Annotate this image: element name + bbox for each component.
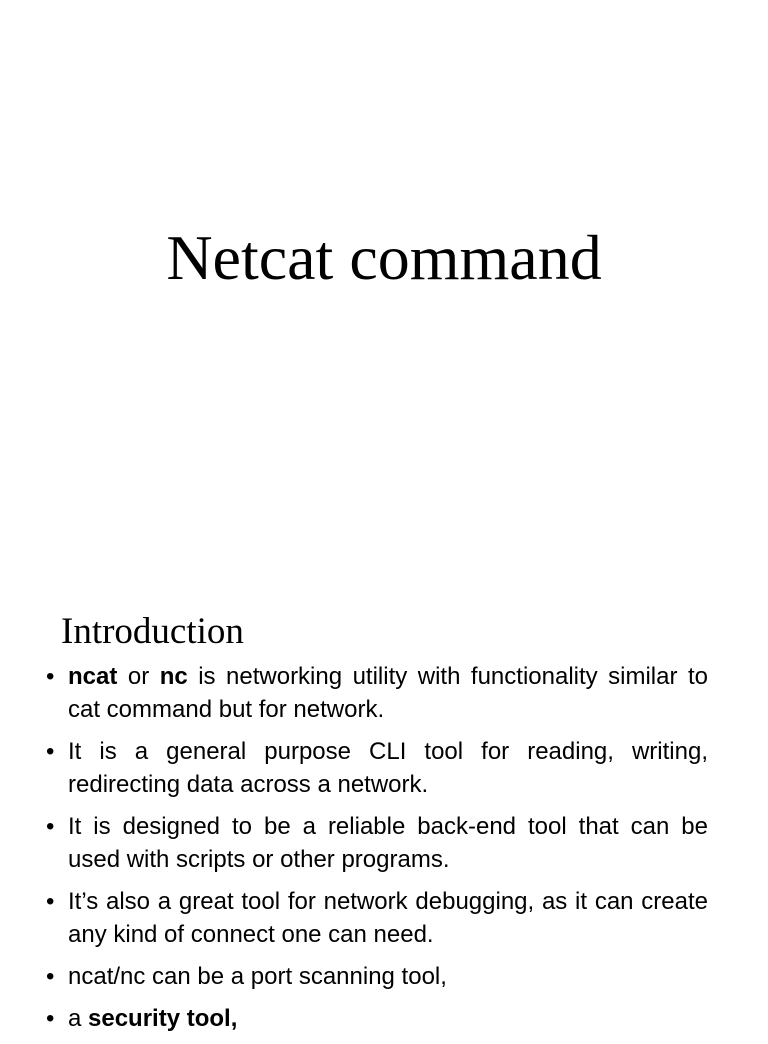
bullet-item-cli-tool [46,735,708,801]
bullet-icon: • [46,963,55,990]
bullet-item-security-tool [46,1002,708,1035]
bullet-item-back-end [46,810,708,876]
slide-title: Netcat command [166,222,602,293]
bullet-icon: • [46,888,55,915]
bullet-icon: • [46,663,55,690]
bullet-text: a [68,1005,89,1032]
bullet-list [46,660,708,1044]
bullet-text: or [117,663,160,690]
bullet-item-ncat [46,660,708,726]
bullet-text: ncat/nc can be a port scanning tool, [68,963,447,990]
bullet-icon: • [46,813,55,840]
bullet-text: It is a general purpose CLI tool for reading, writing, redirecting data across a network. [68,738,708,798]
bullet-icon: • [46,1005,55,1032]
bullet-item-port-scanning [46,960,708,993]
bullet-item-debugging [46,885,708,951]
term-ncat: ncat [68,663,118,690]
bullet-text: It is designed to be a reliable back-end tool that can be used with scripts or other programs. [68,813,708,873]
bullet-text: is networking utility with functionality similar to cat command but for network. [68,663,708,723]
bullet-text: It’s also a great tool for network debugging, as it can create any kind of connect one can need. [68,888,708,948]
term-nc: nc [159,663,188,690]
section-heading: Introduction [61,611,244,652]
term-security-tool: security tool, [88,1005,238,1032]
bullet-icon: • [46,738,55,765]
